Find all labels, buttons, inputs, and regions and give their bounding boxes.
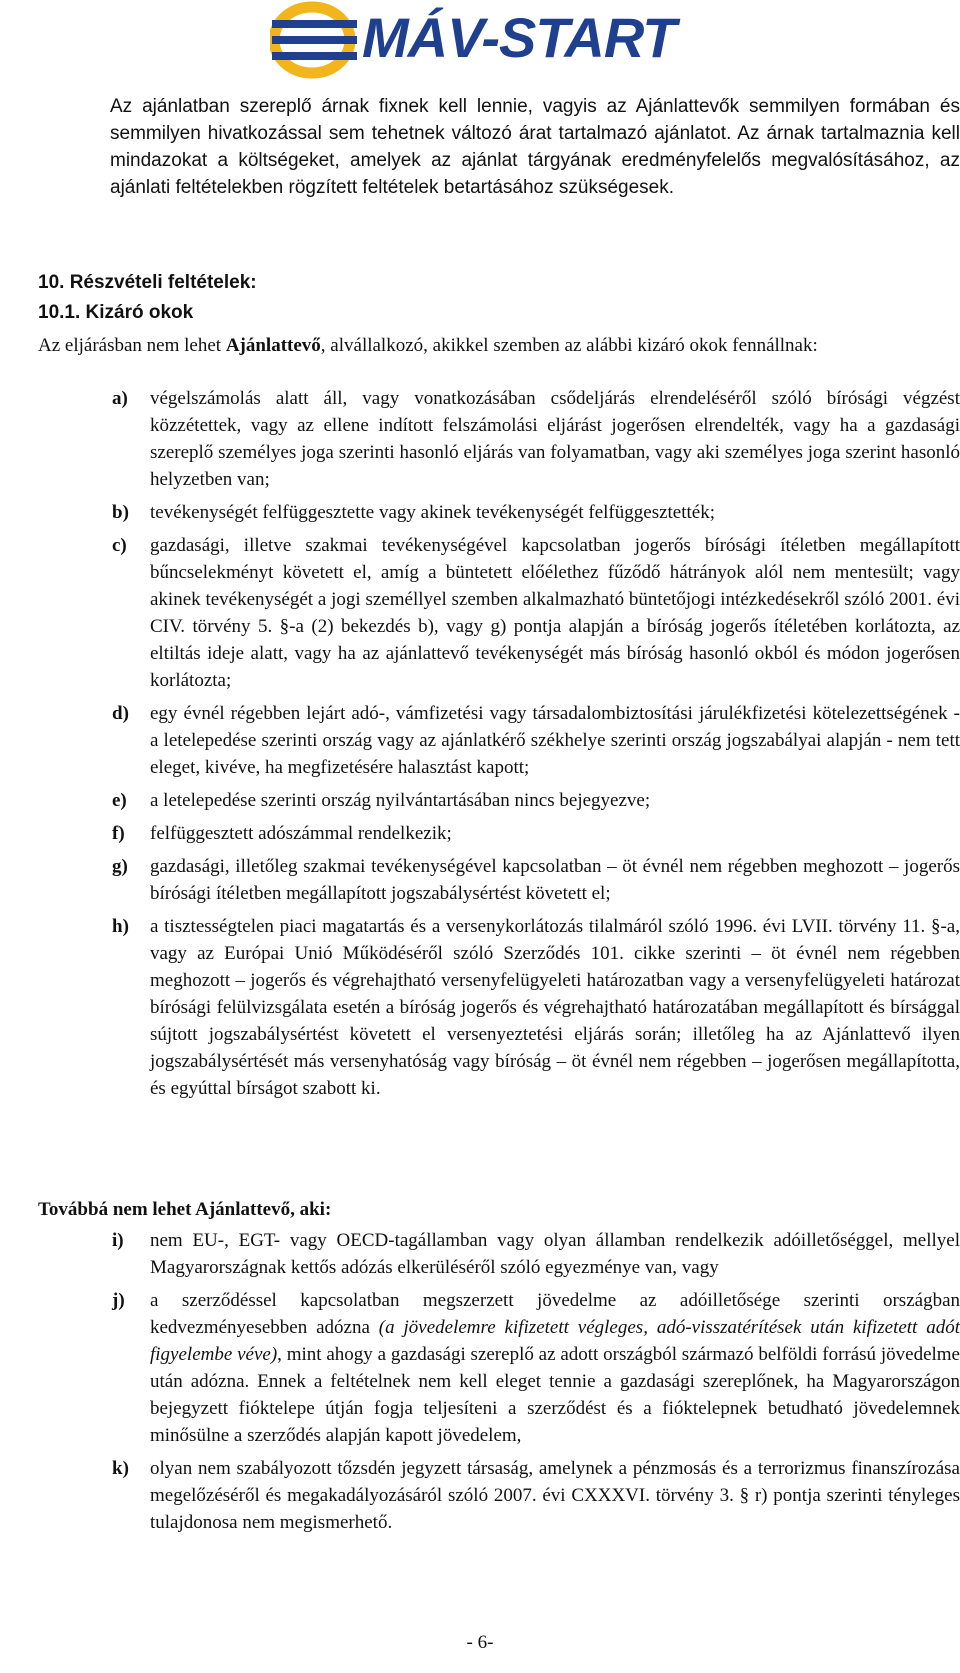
list-item bbox=[112, 853, 960, 907]
list-item-text-pre: a szerződéssel kapcsolatban megszerzett jövedelme az adóilletősége szerinti országban kedvezményesebben adózna bbox=[150, 1290, 960, 1338]
list-item bbox=[112, 499, 960, 526]
list-item-label: c) bbox=[112, 535, 127, 556]
list-item bbox=[112, 1227, 960, 1281]
further-heading: Továbbá nem lehet Ajánlattevő, aki: bbox=[38, 1199, 332, 1220]
list-item bbox=[112, 1287, 960, 1449]
list-item-text: tevékenységét felfüggesztette vagy akinek tevékenységét felfüggesztették; bbox=[150, 502, 715, 523]
intro-text-bold: Ajánlattevő bbox=[225, 335, 321, 356]
list-item bbox=[112, 913, 960, 1102]
list-item-text: felfüggesztett adószámmal rendelkezik; bbox=[150, 823, 452, 844]
list-item-text: gazdasági, illetve szakmai tevékenységével kapcsolatban jogerős bírósági ítéletben megállapított bűncselekményt követett el, amíg a büntetett előélethez fűződő hátrányok alól nem mentesült; vagy akinek tevékenységét a jogi személlyel szemben alkalmazható büntetőjogi intézkedésekről szóló 2001. évi CIV. törvény 5. §-a (2) bekezdés b), vagy g) pontja alapján a bíróság jogerős ítéletében korlátozta, az eltiltás ideje alatt, vagy ha az ajánlattevő tevékenységét más bíróság hasonló okból és módon jogerősen korlátozta; bbox=[150, 535, 960, 691]
intro-text-post: , alvállalkozó, akikkel szemben az alábbi kizáró okok fennállnak: bbox=[320, 335, 818, 356]
list-item-label: d) bbox=[112, 703, 129, 724]
list-item bbox=[112, 385, 960, 493]
list-item-text-post: , mint ahogy a gazdasági szereplő az adott országból származó belföldi forrású jövedelme után adózna. Ennek a feltételnek nem kell eleget tennie a gazdasági szereplőnek, ha Magyarországon bejegyzett fióktelepe útján fogja teljesíteni a szerződést és a fióktelepnek betudható jövedelemnek minősülne a szerződés alapján kapott jövedelem, bbox=[150, 1344, 960, 1446]
list-item bbox=[112, 700, 960, 781]
intro-paragraph: Az ajánlatban szereplő árnak fixnek kell lennie, vagyis az Ajánlattevők semmilyen formában és semmilyen hivatkozással sem tehetnek változó árat tartalmazó ajánlatot. Az árnak tartalmaznia kell mindazokat a költségeket, amelyek az ajánlat tárgyának eredményfelelős megvalósításához, az ajánlati feltételekben rögzített feltételek betartásához szükségesek. bbox=[110, 96, 960, 198]
list-item-label: a) bbox=[112, 388, 128, 409]
list-item bbox=[112, 1455, 960, 1536]
list-item bbox=[112, 820, 960, 847]
logo-text: MÁV-START bbox=[362, 6, 676, 69]
list-item-label: j) bbox=[112, 1290, 125, 1311]
list-item-label: i) bbox=[112, 1230, 124, 1251]
list-item-label: k) bbox=[112, 1458, 129, 1479]
list-item-label: h) bbox=[112, 916, 129, 937]
intro-text-pre: Az eljárásban nem lehet bbox=[38, 335, 226, 356]
section-subtitle: 10.1. Kizáró okok bbox=[38, 302, 194, 323]
list-item-text: olyan nem szabályozott tőzsdén jegyzett társaság, amelynek a pénzmosás és a terrorizmus finanszírozása megelőzéséről és megakadályozásáról szóló 2007. évi CXXXVI. törvény 3. § r) pontja szerinti tényleges tulajdonosa nem megismerhető. bbox=[150, 1458, 960, 1533]
list-item bbox=[112, 532, 960, 694]
list-item-label: f) bbox=[112, 823, 125, 844]
page-number: - 6- bbox=[466, 1632, 494, 1653]
exclusion-intro bbox=[38, 332, 958, 359]
list-item-text: a letelepedése szerinti ország nyilvántartásában nincs bejegyezve; bbox=[150, 790, 651, 811]
list-item-label: g) bbox=[112, 856, 128, 877]
list-item-text: végelszámolás alatt áll, vagy vonatkozásában csődeljárás elrendeléséről szóló bírósági végzést közzétettek, vagy az ellene indított felszámolási eljárást jogerősen elrendelték, vagy ha a gazdasági szereplő személyes joga szerinti hasonló eljárás van folyamatban, vagy aki személyes joga szerint hasonló helyzetben van; bbox=[150, 388, 960, 490]
list-item-text: egy évnél régebben lejárt adó-, vámfizetési vagy társadalombiztosítási járulékfizetési kötelezettségének - a letelepedése szerinti ország vagy az ajánlatkérő székhelye szerinti ország jogszabályai alapján - nem tett eleget, kivéve, ha megfizetésére halasztást kapott; bbox=[150, 703, 960, 778]
exclusion-list bbox=[112, 385, 960, 1102]
list-item-text-italic: (a jövedelemre kifizetett végleges, adó-visszatérítések után kifizetett adót figyelembe véve) bbox=[150, 1317, 960, 1365]
list-item-text: gazdasági, illetőleg szakmai tevékenységével kapcsolatban – öt évnél nem régebben meghozott – jogerős bírósági ítéletben megállapított jogszabálysértést követett el; bbox=[150, 856, 960, 904]
list-item bbox=[112, 787, 960, 814]
list-item-text bbox=[150, 1287, 960, 1449]
list-item-text: a tisztességtelen piaci magatartás és a versenykorlátozás tilalmáról szóló 1996. évi LVII. törvény 11. §-a, vagy az Európai Unió Működéséről szóló Szerződés 101. cikke szerinti – öt évnél nem régebben meghozott – jogerős és végrehajtható versenyfelügyeleti határozatban vagy a versenyfelügyeleti határozat bírósági felülvizsgálata esetén a bíróság jogerős és végrehajtható határozatában megállapított és bírsággal sújtott jogszabálysértést követett el versenyeztetési eljárás során; illetőleg ha az Ajánlattevő ilyen jogszabálysértését más versenyhatóság vagy bíróság – öt évnél nem régebben – jogerősen megállapította, és egyúttal bírságot szabott ki. bbox=[150, 916, 960, 1099]
list-item-text: nem EU-, EGT- vagy OECD-tagállamban vagy olyan államban rendelkezik adóilletőséggel, mellyel Magyarországnak kettős adózás elkerüléséről szóló egyezménye van, vagy bbox=[150, 1230, 960, 1278]
section-title: 10. Részvételi feltételek: bbox=[38, 272, 257, 293]
list-item-label: e) bbox=[112, 790, 127, 811]
mav-start-logo bbox=[270, 0, 690, 82]
further-list bbox=[112, 1227, 960, 1536]
list-item-label: b) bbox=[112, 502, 129, 523]
